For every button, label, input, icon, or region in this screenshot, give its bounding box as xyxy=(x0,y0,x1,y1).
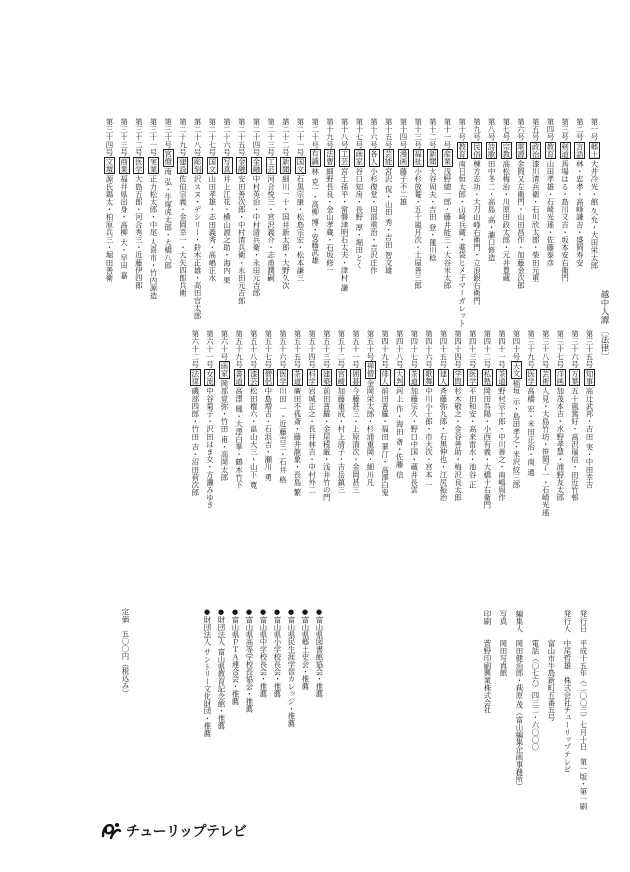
supporter-text: 富山県ＰＴＡ連合会・推薦 xyxy=(231,616,240,705)
entry-number: 第三十一号 xyxy=(149,118,158,156)
entry-category: 宮僚 xyxy=(163,150,173,166)
entry-category: 建人 xyxy=(439,370,448,386)
entry-names: 河上 作・海田 斎・佐藤 信 xyxy=(395,387,405,479)
entry-category: 漆芸 xyxy=(249,370,259,386)
entry-names: 山田孝雄・志田義秀・高嶋正水 xyxy=(207,175,217,282)
entry-column xyxy=(193,118,202,320)
entry-category: 新聞 xyxy=(428,150,438,166)
supporter-text: 富山県中学校長会・推薦 xyxy=(259,616,268,698)
entry-number: 第五号 xyxy=(531,118,541,141)
entry-names: 五十嵐篤好・高沢瑞信・田近竹邨 xyxy=(570,387,580,502)
entry-category: 工芸 xyxy=(340,150,350,166)
entry-column xyxy=(149,118,158,299)
entry-category: 剣道 xyxy=(560,142,570,159)
entry-column xyxy=(541,330,550,516)
entry-column xyxy=(164,118,173,269)
entry-category: 写真 xyxy=(222,158,232,174)
entry-category: 宗教 xyxy=(501,142,511,159)
entry-column xyxy=(351,330,360,494)
entry-category: 科学 xyxy=(307,370,317,386)
entry-names: 林 克一・高柳 博・安藤武雄 xyxy=(310,167,320,264)
entry-column xyxy=(561,118,570,282)
entry-category: 茶道 xyxy=(293,370,302,386)
entry-column xyxy=(395,330,404,478)
entry-names: 谷口知房・長野 厚・堀田とく xyxy=(354,167,364,269)
entry-number: 第五十八号 xyxy=(249,330,259,368)
entry-category: 囲碁 xyxy=(351,370,361,386)
entry-number: 第三十号 xyxy=(163,118,173,149)
entry-column xyxy=(570,330,579,501)
entry-number: 第十四号 xyxy=(398,118,408,149)
entry-column xyxy=(410,330,419,494)
entry-number: 第四号 xyxy=(545,118,555,141)
colophon-line: 電話（〇七六）四三二・六〇〇〇 xyxy=(531,610,540,751)
entry-category: 彫刻 xyxy=(193,158,203,174)
entry-names: 宮沢 侃・山田 秀・吉田 智文雄 xyxy=(384,167,394,275)
entry-names: 林・忠孝・高峰謙吉・盛岡寿安 xyxy=(575,160,585,267)
supporter-text: 富山県郷土史会・推薦 xyxy=(301,616,310,690)
entry-number: 第五十五号 xyxy=(293,330,302,368)
supporter-item xyxy=(258,608,268,697)
supporter-text: 富山県図書館協会・推薦 xyxy=(315,616,324,698)
entry-column xyxy=(191,330,200,496)
entry-number: 第三十六号 xyxy=(570,330,580,368)
colophon-line: 印刷 菅野印刷興業株式会社 xyxy=(483,610,492,714)
entry-names: 高辻武邦・吉田 実・中田幸吉 xyxy=(585,387,594,489)
entry-category: 禅僧 xyxy=(366,362,375,378)
entry-column xyxy=(322,330,331,501)
entry-category: 茶道 xyxy=(497,370,507,386)
entry-number: 第三十九号 xyxy=(526,330,536,368)
entry-names: 南 弘・牛塚虎太郎・大橋八郎 xyxy=(163,167,173,269)
supporter-item xyxy=(216,608,226,729)
tulip-tv-logo xyxy=(100,820,246,842)
entry-category: 大判 xyxy=(395,370,405,386)
colophon-line: 発行人 中尾哲雄 株式会社チューリップテレビ xyxy=(563,610,572,773)
logo-text: チューリップテレビ xyxy=(126,824,247,840)
entry-names: 松田権六・畠山大三・山下 寛 xyxy=(249,387,259,489)
entry-number: 第十七号 xyxy=(354,118,364,149)
entry-column xyxy=(424,330,433,489)
entry-category: 言語 xyxy=(575,142,585,159)
entry-names: 金岡栄太郎・杉浦重岡・細川凡 xyxy=(366,379,375,487)
entry-column xyxy=(517,118,526,289)
entry-number: 第四十三号 xyxy=(468,330,478,368)
entry-names: 小杉放菴・五十嵐月次・土屋善三郎 xyxy=(413,167,423,290)
entry-column xyxy=(428,118,437,261)
entry-category: 医学 xyxy=(134,158,144,174)
entry-category: 教育 xyxy=(457,142,467,159)
entry-column xyxy=(575,118,584,266)
entry-number: 第二十号 xyxy=(310,118,320,149)
entry-column xyxy=(252,118,261,297)
entry-names: 細野長良・金山孝蔵・石坂修一 xyxy=(325,167,335,275)
entry-number: 第四十二号 xyxy=(482,330,492,368)
entry-names: 中谷菊子・沢田はま女・方瀬みゆき xyxy=(205,387,215,509)
supporter-item xyxy=(202,608,212,737)
entry-names: 中村英治・中村清兵衛・永田元吉郎 xyxy=(251,175,261,297)
entry-names: 稲垣 示・島田孝之・米沢紋三郎 xyxy=(512,379,521,489)
entry-column xyxy=(531,118,540,282)
entry-category: 国文 xyxy=(296,158,305,174)
entry-names: 杉木敬之・金谷善助・梅沢良太郎 xyxy=(453,387,463,502)
entry-names: 大井冷光・館 久允・大田栄太郎 xyxy=(590,160,599,269)
entry-number: 第二十二号 xyxy=(281,118,291,156)
entry-column xyxy=(264,330,273,481)
entry-category: 実業 xyxy=(149,158,158,174)
entry-category: 医学 xyxy=(278,370,288,386)
entry-category: 書道 xyxy=(234,370,244,386)
entry-number: 第五十号 xyxy=(366,330,375,361)
entry-number: 第三十四号 xyxy=(104,118,114,156)
entry-column xyxy=(355,118,364,269)
entry-number: 第十五号 xyxy=(384,118,394,149)
supporter-item xyxy=(244,608,254,712)
entry-names: 福井県出身・高柳 大・早田 嘉 xyxy=(119,175,129,280)
entry-number: 第四十六号 xyxy=(424,330,434,368)
entry-column xyxy=(472,118,481,304)
entry-names: 佐伯宗義・金岡幸一・大矢四郎兵衛 xyxy=(178,175,188,297)
entry-category: 漫画 xyxy=(398,150,408,166)
entry-names: 中川小十郎・市大次・宮本 一 xyxy=(424,387,434,489)
supporter-item xyxy=(230,608,240,705)
entry-category: 国文 xyxy=(207,158,217,174)
entry-number: 第四十四号 xyxy=(453,330,463,368)
entry-column xyxy=(134,118,143,289)
entry-names: 磯部四郎・竹田 吉・沼田荷次郎 xyxy=(190,387,200,497)
entry-column xyxy=(381,330,390,496)
supporter-item xyxy=(314,608,324,697)
entry-category: 民俗 xyxy=(472,142,482,159)
entry-names: 南日恒太郎・山崎兵蔵・薬袋ヒメ子マーガレット xyxy=(457,160,467,328)
entry-category: 医学 xyxy=(526,370,536,386)
entry-number: 第四十五号 xyxy=(439,330,448,368)
entry-names: 高澤 鳳・大澤白拳・鶴木竹下 xyxy=(234,387,244,489)
entry-column xyxy=(468,330,477,489)
entry-number: 第二十五号 xyxy=(237,118,247,156)
entry-names: 石黒宗康・松島宗宏・松本謙三 xyxy=(296,175,305,282)
entry-number: 第十二号 xyxy=(428,118,438,149)
entry-column xyxy=(267,118,276,282)
entry-number: 第十八号 xyxy=(340,118,350,149)
entry-number: 第三十五号 xyxy=(585,330,594,368)
entry-column xyxy=(249,330,258,489)
entry-number: 第六十一号 xyxy=(205,330,215,368)
entry-names: 加藤宗久・野口中国・蔵井長雲 xyxy=(409,387,419,494)
entry-column xyxy=(178,118,187,297)
entry-names: 川田 一・近藤吉三・石井 格 xyxy=(278,387,288,484)
entry-number: 第六十号 xyxy=(220,330,229,361)
entry-names: 廣田不孤斎・藤井龍象・長島 繁 xyxy=(293,387,302,497)
entry-category: 画家 xyxy=(354,150,364,166)
entry-category: 政治 xyxy=(531,142,541,159)
entry-category: 洋画 xyxy=(555,370,565,386)
entry-names: 馬場はる・島川文吉・坂本安右衛門 xyxy=(560,160,570,282)
entry-column xyxy=(235,330,244,489)
supporter-text: 富山県民生涯学習カレッジ・推薦 xyxy=(287,616,296,727)
entry-number: 第九号 xyxy=(472,118,482,141)
entry-column xyxy=(458,118,467,327)
supporter-item xyxy=(286,608,296,727)
entry-number: 第四十七号 xyxy=(409,330,419,368)
entry-number: 第二十四号 xyxy=(251,118,261,156)
entry-column xyxy=(325,118,334,274)
entry-column xyxy=(512,330,521,489)
entry-number: 第五十七号 xyxy=(263,330,273,368)
entry-category: 画家 xyxy=(220,362,229,378)
supporter-item xyxy=(300,608,310,690)
entry-column xyxy=(293,330,302,496)
entry-names: 山田孝雄・石崎光瑤・佐藤泰彦 xyxy=(545,160,555,267)
entry-number: 第二十一号 xyxy=(296,118,305,156)
tulip-logo-icon xyxy=(100,820,122,842)
entry-number: 第五十二号 xyxy=(336,330,346,368)
supporter-text: 富山県小学校長会・推薦 xyxy=(273,616,282,698)
entry-column xyxy=(384,118,393,274)
entry-names: 高橋 宏・米田正治・南 通 xyxy=(526,387,536,476)
entry-category: 知事 xyxy=(585,370,594,386)
entry-number: 第二十八号 xyxy=(193,118,203,156)
entry-number: 第七号 xyxy=(501,118,511,141)
entry-category: 電源 xyxy=(516,142,526,159)
entry-category: 詩歌 xyxy=(487,142,497,159)
entry-column xyxy=(220,330,229,481)
entry-number: 第一号 xyxy=(590,118,599,141)
entry-category: 芸能 xyxy=(384,150,394,166)
entry-number: 第六十二号 xyxy=(190,330,200,368)
entry-category: 女流 xyxy=(205,370,215,386)
entry-number: 第四十一号 xyxy=(497,330,507,368)
entry-column xyxy=(340,118,349,292)
entry-column xyxy=(483,330,492,509)
entry-category: 文壇 xyxy=(104,158,114,174)
entry-column xyxy=(487,118,496,261)
entry-column xyxy=(281,118,290,289)
supporter-item xyxy=(272,608,282,697)
entry-number: 第三号 xyxy=(560,118,570,141)
entry-names: 野村宗十郎・中川善之・南嶋周作 xyxy=(497,387,507,502)
entry-column xyxy=(205,330,214,509)
entry-column xyxy=(105,118,114,282)
entry-column xyxy=(296,118,305,282)
entry-column xyxy=(311,118,320,264)
entry-column xyxy=(399,118,408,206)
entry-names: 平田和安・高来雷水・池谷 正 xyxy=(468,387,478,489)
entry-names: 大島五郎・河合秀三・近藤伊四郎 xyxy=(134,175,144,290)
entry-column xyxy=(237,118,246,304)
colophon-line: 編集人 岡田健治郎・萩原 茂（富山編集企画事務所） xyxy=(515,610,524,790)
entry-column xyxy=(546,118,555,266)
colophon-title: 越中人譚 〔法律〕 xyxy=(599,290,609,361)
entry-number: 第三十二号 xyxy=(134,118,144,156)
entry-names: 田中冬二・高島 高・瀧口修造 xyxy=(487,160,497,262)
entry-category: 万葉 xyxy=(570,370,580,386)
entry-names: 漆川清兵衛・石川欣太郎・柴田元重 xyxy=(531,160,541,282)
entry-number: 第五十六号 xyxy=(278,330,288,368)
entry-names: 正力松太郎・中尾 人喜市・竹内源造 xyxy=(149,175,158,300)
entry-number: 第二十六号 xyxy=(222,118,232,156)
entry-category: 有識 xyxy=(310,150,320,166)
entry-column xyxy=(454,330,463,501)
entry-category: 法曹 xyxy=(325,150,335,166)
entry-column xyxy=(502,118,511,282)
entry-number: 第十六号 xyxy=(369,118,379,149)
entry-names: 前田普羅・福田 蓼汀・高澤白鬼 xyxy=(380,387,390,497)
entry-column xyxy=(439,330,448,501)
entry-number: 第三十七号 xyxy=(555,330,565,368)
colophon-line: 写真 岡田写真館 xyxy=(499,610,508,677)
entry-column xyxy=(585,330,594,489)
entry-column xyxy=(370,118,379,274)
entry-category: 新聞 xyxy=(281,158,291,174)
entry-names: 井上江花・横山源之助・海内 果 xyxy=(222,175,232,285)
entry-column xyxy=(527,330,536,476)
entry-number: 第五十三号 xyxy=(322,330,332,368)
entry-column xyxy=(497,330,506,501)
entry-names: 宮土孫平・常磐津明石太夫・津村 謙 xyxy=(340,167,350,292)
entry-names: 高松梅治・川原田政太郎・元井豊蔵 xyxy=(501,160,511,282)
entry-column xyxy=(308,330,317,494)
entry-category: 金融 xyxy=(237,158,247,174)
entry-number: 第二十七号 xyxy=(207,118,217,156)
colophon-line: 富山市牛島新町五番五号 xyxy=(547,610,556,721)
entry-names: 大谷周夫・吉田 登・蓮川稔 xyxy=(428,167,438,262)
entry-number: 第十三号 xyxy=(413,118,423,149)
entry-number: 第四十号 xyxy=(512,330,521,361)
entry-number: 第二号 xyxy=(575,118,585,141)
entry-category: 商業 xyxy=(119,158,129,174)
entry-category: 建設 xyxy=(178,158,188,174)
entry-names: 今藤甚三・上原清次・金岡甚三 xyxy=(351,387,361,494)
entry-names: 藤子不二雄 xyxy=(398,167,408,206)
entry-number: 第四十九号 xyxy=(380,330,390,368)
entry-number: 第八号 xyxy=(487,118,497,141)
entry-column xyxy=(556,330,565,501)
entry-column xyxy=(443,118,452,289)
entry-column xyxy=(590,118,599,269)
entry-names: 安田善次郎・中村清兵衛・永田元吉郎 xyxy=(237,175,247,305)
entry-names: 細川一十・国井新太郎・大野久次 xyxy=(281,175,291,290)
entry-category: 産業 xyxy=(443,150,452,166)
entry-number: 第三十八号 xyxy=(541,330,551,368)
entry-category: 教育 xyxy=(545,142,555,159)
entry-number: 第五十九号 xyxy=(234,330,244,368)
entry-number: 第十号 xyxy=(457,118,467,141)
entry-category: 芸術 xyxy=(541,370,551,386)
entry-names: 岡部覚弥・竹田 甫・高岡太郎 xyxy=(220,379,229,481)
entry-names: 河合悦三・宮沢義介・志甫潤嗣 xyxy=(266,175,276,282)
supporter-text: 財団法人 富山県教育記念館・推薦 xyxy=(217,616,226,730)
entry-number: 第十九号 xyxy=(325,118,335,149)
entry-category: 俳人 xyxy=(380,370,390,386)
entry-number: 第二十九号 xyxy=(178,118,188,156)
entry-category: 僧侶 xyxy=(263,370,273,386)
entry-names: 小杉復堂・田部重治・吉沢庄作 xyxy=(369,167,379,275)
entry-column xyxy=(337,330,346,494)
entry-category: 天文 xyxy=(512,362,521,378)
entry-names: 前田普羅・金尾稜厳・浅井竹の門 xyxy=(322,387,332,502)
entry-names: 加藤重成・村上清子・吉岳鎮三 xyxy=(336,387,346,494)
entry-names: 浅野總一郎・藤井能三・大谷米太郎 xyxy=(443,167,452,290)
entry-number: 第十一号 xyxy=(443,118,452,149)
entry-category: 工芸 xyxy=(266,158,276,174)
entry-names: 加茂本吉・水野孝慧・浦野友太郎 xyxy=(555,387,565,502)
entry-names: 源氏鶏太・柏原兵三・堀田善衛 xyxy=(104,175,114,282)
entry-names: 沢スヌ・デシリー・鈴木正雄・高田官太郎 xyxy=(193,175,203,320)
entry-column xyxy=(120,118,129,279)
entry-number: 第三十三号 xyxy=(119,118,129,156)
entry-column xyxy=(366,330,375,486)
entry-names: 岩城正之・長井林吉・中村外二 xyxy=(307,387,317,494)
entry-category: 各人 xyxy=(369,150,379,166)
entry-names: 岡田呉陽・小西有義・大橋十右衛門 xyxy=(482,387,492,509)
entry-category: 医学 xyxy=(468,370,478,386)
entry-column xyxy=(208,118,217,282)
price-label: 定価 五〇〇円（税込み） xyxy=(121,608,130,697)
entry-column xyxy=(414,118,423,289)
entry-category: 法律 xyxy=(190,370,200,386)
entry-names: 棟方志功・大刀山峰右衛門・立浪銀右衛門 xyxy=(472,160,482,305)
entry-names: 人見・大島竹坊・笹岡了一・石崎光瑤 xyxy=(541,387,551,517)
entry-category: 茶道 xyxy=(409,370,419,386)
entry-column xyxy=(278,330,287,484)
entry-number: 第二十三号 xyxy=(266,118,276,156)
colophon-line: 発行日 平成十五年（二〇〇三）七月十日 第一版・第一刷 xyxy=(579,610,588,810)
entry-names: 斉藤弥九郎・石黒伸也・江尻振治 xyxy=(439,387,448,502)
entry-category: 郷土 xyxy=(590,142,599,159)
entry-column xyxy=(223,118,232,284)
entry-category: 福祉 xyxy=(413,150,423,166)
entry-names: 中島増吉・石浜吉・瀬川 勇 xyxy=(263,387,273,481)
supporter-text: 財団法人 サントリー文化財団・推薦 xyxy=(203,616,212,737)
entry-number: 第四十八号 xyxy=(395,330,405,368)
entry-number: 第六号 xyxy=(516,118,526,141)
entry-names: 金岡又左衛門・山田昌作・加藤金次郎 xyxy=(516,160,526,290)
entry-category: 歌舞 xyxy=(424,370,434,386)
entry-category: 学問 xyxy=(453,370,463,386)
entry-category: 金融 xyxy=(251,158,261,174)
entry-number: 第五十一号 xyxy=(351,330,361,368)
entry-category: 建築 xyxy=(322,370,332,386)
supporter-text: 富山県高等学校長協会・推薦 xyxy=(245,616,254,713)
entry-category: 宮崎 xyxy=(336,370,346,386)
entry-number: 第五十四号 xyxy=(307,330,317,368)
entry-category: 私塾 xyxy=(482,370,492,386)
